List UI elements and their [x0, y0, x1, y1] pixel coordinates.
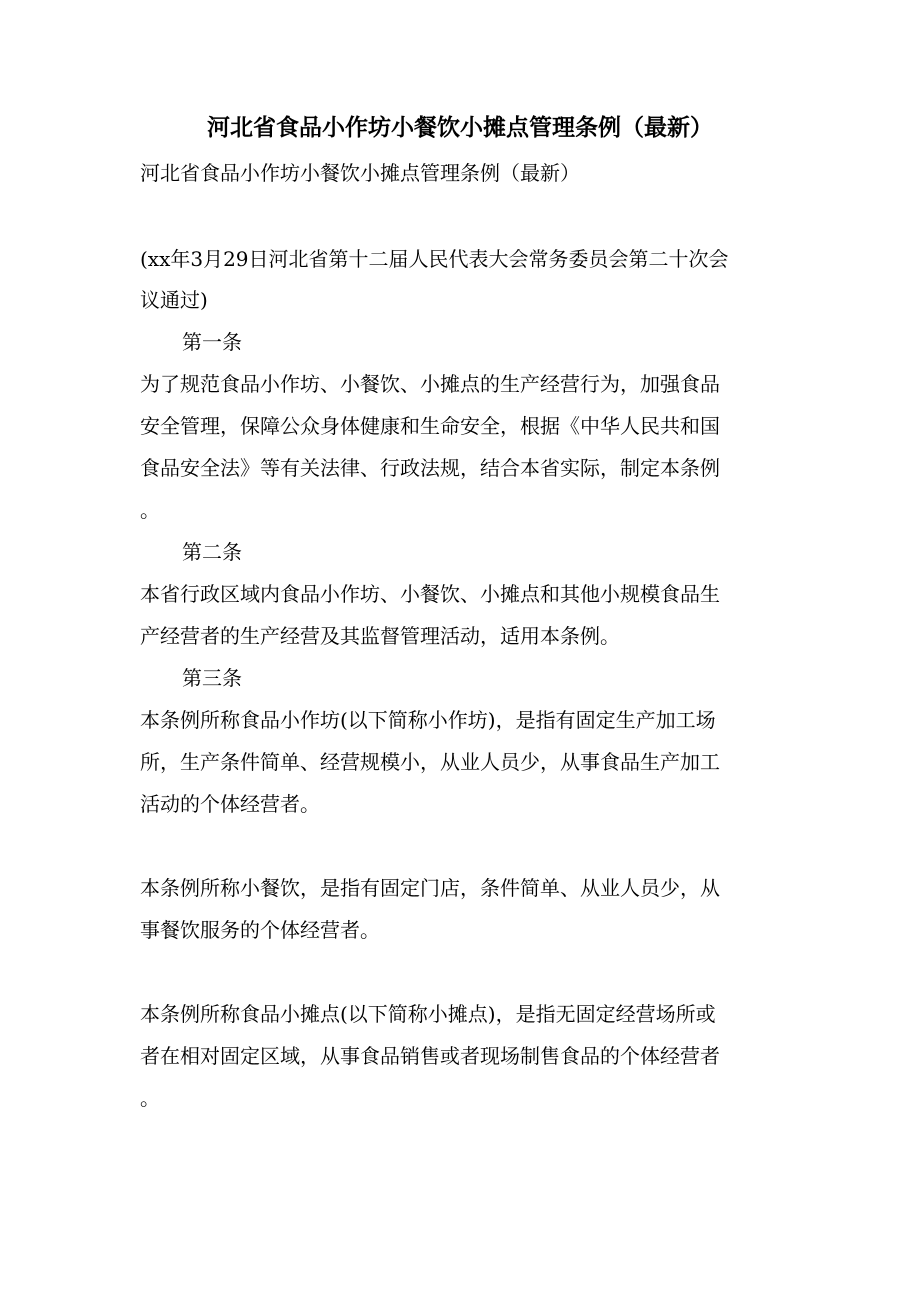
article-1-heading: 第一条: [182, 330, 242, 354]
article-1-text-line: 为了规范食品小作坊、小餐饮、小摊点的生产经营行为，加强食品: [140, 372, 720, 396]
article-1-text-line: 。: [140, 498, 160, 522]
article-2-text-line: 本省行政区域内食品小作坊、小餐饮、小摊点和其他小规模食品生: [140, 582, 720, 606]
document-subtitle: 河北省食品小作坊小餐饮小摊点管理条例（最新）: [140, 161, 580, 185]
article-1-text-line: 食品安全法》等有关法律、行政法规，结合本省实际，制定本条例: [140, 456, 720, 480]
article-2-text-line: 产经营者的生产经营及其监督管理活动，适用本条例。: [140, 624, 620, 648]
paragraph-food-stall-line: 本条例所称食品小摊点(以下简称小摊点)，是指无固定经营场所或: [140, 1002, 716, 1026]
paragraph-food-stall-line: 。: [140, 1086, 160, 1110]
article-3-text-line: 活动的个体经营者。: [140, 792, 320, 816]
article-2-heading: 第二条: [182, 540, 242, 564]
paragraph-small-catering-line: 本条例所称小餐饮，是指有固定门店，条件简单、从业人员少，从: [140, 876, 720, 900]
adoption-note-line-1: (xx年3月29日河北省第十二届人民代表大会常务委员会第二十次会: [140, 247, 729, 271]
article-3-heading: 第三条: [182, 666, 242, 690]
article-1-text-line: 安全管理，保障公众身体健康和生命安全，根据《中华人民共和国: [140, 414, 720, 438]
paragraph-food-stall-line: 者在相对固定区域，从事食品销售或者现场制售食品的个体经营者: [140, 1044, 720, 1068]
paragraph-small-catering-line: 事餐饮服务的个体经营者。: [140, 918, 380, 942]
article-3-text-line: 本条例所称食品小作坊(以下简称小作坊)，是指有固定生产加工场: [140, 708, 716, 732]
article-3-text-line: 所，生产条件简单、经营规模小，从业人员少，从事食品生产加工: [140, 750, 720, 774]
document-title: 河北省食品小作坊小餐饮小摊点管理条例（最新）: [207, 114, 713, 141]
adoption-note-line-2: 议通过): [140, 288, 208, 312]
